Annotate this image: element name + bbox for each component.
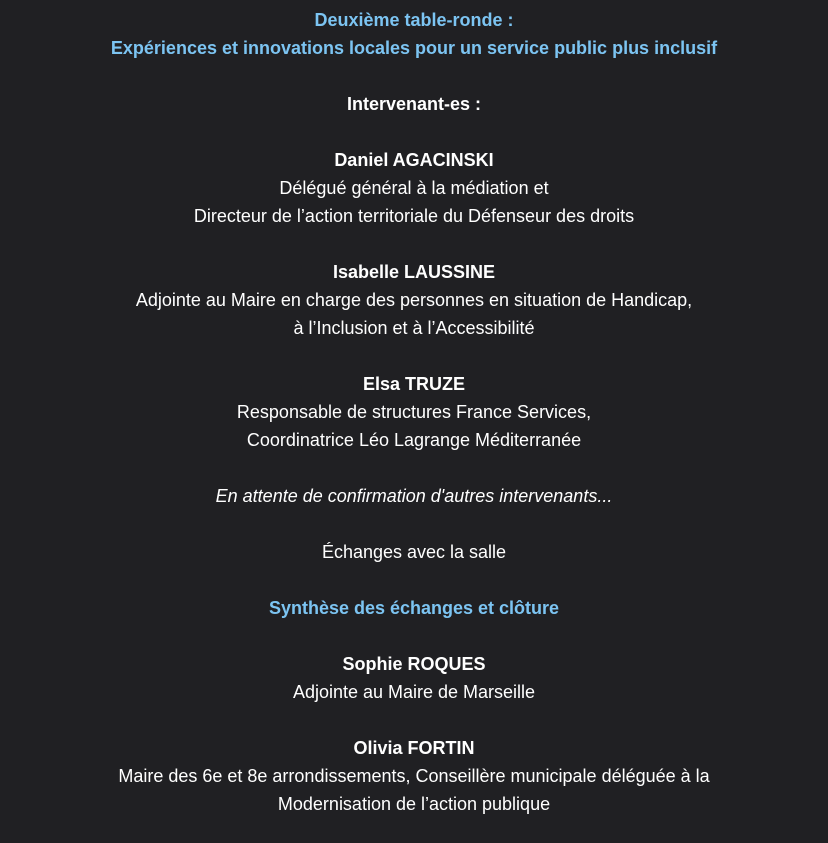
exchange-line: Échanges avec la salle: [321, 542, 507, 562]
speaker-role: Coordinatrice Léo Lagrange Méditerranée: [246, 430, 582, 450]
speaker-block: [0, 146, 828, 230]
pending-note: En attente de confirmation d'autres intervenants...: [215, 486, 613, 506]
spacer: [0, 62, 828, 90]
spacer: [0, 342, 828, 370]
speaker-role: Directeur de l’action territoriale du Défenseur des droits: [193, 206, 635, 226]
spacer: [0, 706, 828, 734]
spacer: [0, 454, 828, 482]
closing-speaker-block: [0, 650, 828, 706]
speaker-role: Adjointe au Maire en charge des personnes en situation de Handicap,: [135, 290, 693, 310]
roundtable-title: Deuxième table-ronde :: [314, 10, 514, 30]
speaker-name: Sophie ROQUES: [342, 654, 486, 674]
speaker-name: Elsa TRUZE: [362, 374, 466, 394]
speaker-role: à l’Inclusion et à l’Accessibilité: [293, 318, 535, 338]
speakers-heading: Intervenant-es :: [346, 94, 482, 114]
speaker-block: [0, 258, 828, 342]
speaker-name: Isabelle LAUSSINE: [332, 262, 496, 282]
spacer: [0, 566, 828, 594]
speaker-role: Modernisation de l’action publique: [277, 794, 551, 814]
speaker-role: Responsable de structures France Services,: [236, 402, 592, 422]
speaker-role: Maire des 6e et 8e arrondissements, Conseillère municipale déléguée à la: [118, 766, 710, 786]
speaker-name: Daniel AGACINSKI: [334, 150, 494, 170]
spacer: [0, 622, 828, 650]
roundtable-subtitle: Expériences et innovations locales pour un service public plus inclusif: [110, 38, 718, 58]
speaker-block: [0, 370, 828, 454]
closing-speaker-block: [0, 734, 828, 818]
spacer: [0, 230, 828, 258]
spacer: [0, 510, 828, 538]
closing-heading: Synthèse des échanges et clôture: [268, 598, 560, 618]
speaker-role: Délégué général à la médiation et: [279, 178, 549, 198]
spacer: [0, 118, 828, 146]
speaker-name: Olivia FORTIN: [353, 738, 475, 758]
speaker-role: Adjointe au Maire de Marseille: [292, 682, 536, 702]
